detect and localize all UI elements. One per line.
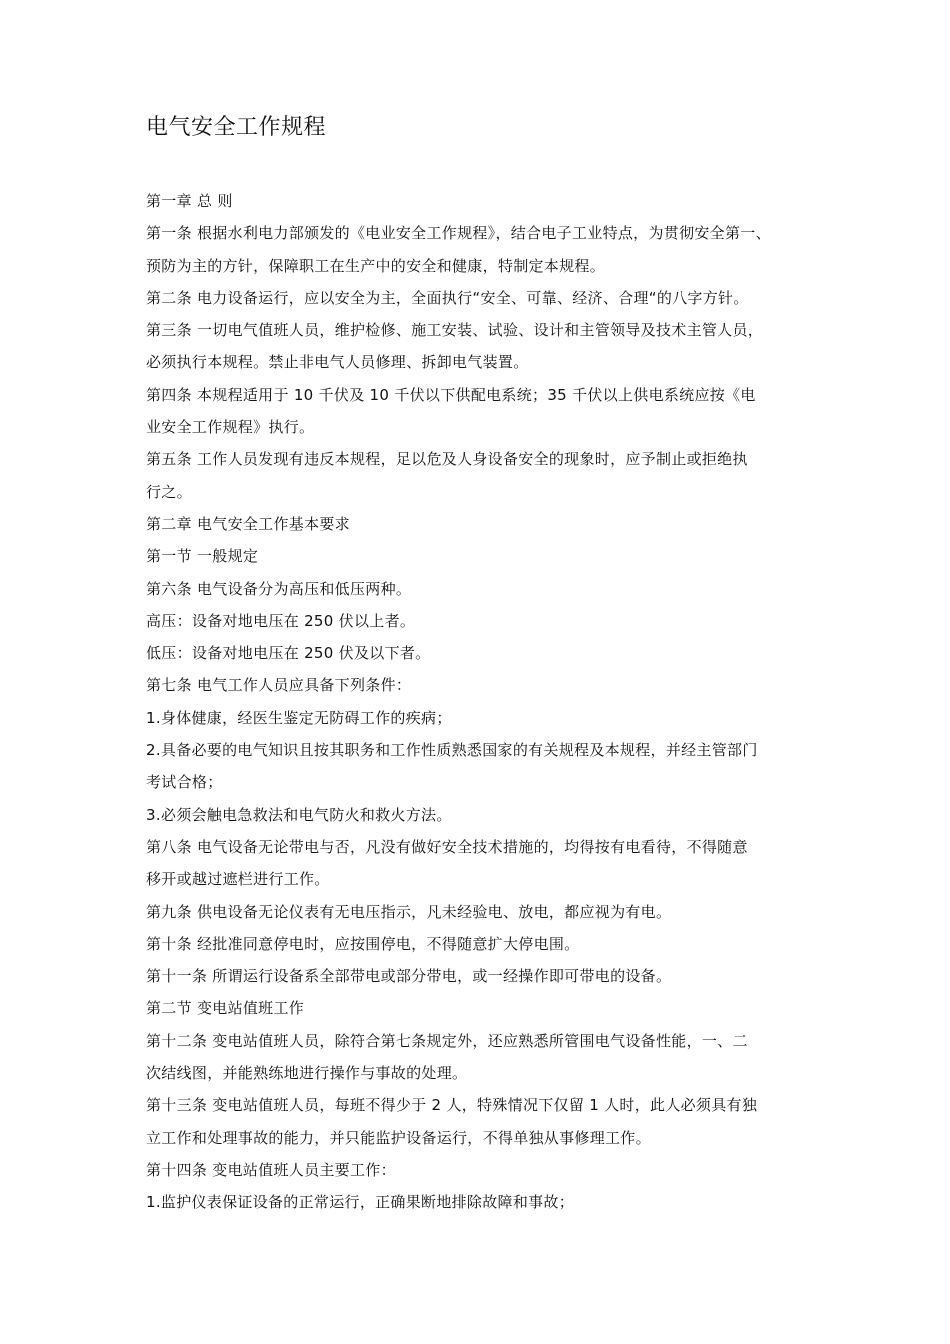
text-line: 第四条 本规程适用于 10 千伏及 10 千伏以下供配电系统；35 千伏以上供电系统应按《电: [146, 385, 756, 404]
text-line: 高压：设备对地电压在 250 伏以上者。: [146, 611, 416, 630]
text-line: 第九条 供电设备无论仪表有无电压指示，凡未经验电、放电，都应视为有电。: [146, 902, 672, 921]
text-line: 第八条 电气设备无论带电与否，凡没有做好安全技术措施的，均得按有电看待，不得随意: [146, 837, 748, 856]
text-line: 1.监护仪表保证设备的正常运行，正确果断地排除故障和事故；: [146, 1193, 575, 1212]
text-line: 次结线图，并能熟练地进行操作与事故的处理。: [146, 1064, 468, 1083]
text-line: 第二节 变电站值班工作: [146, 999, 305, 1018]
text-line: 第十二条 变电站值班人员，除符合第七条规定外，还应熟悉所管围电气设备性能，一、二: [146, 1031, 748, 1050]
document-title: 电气安全工作规程: [146, 115, 327, 140]
text-line: 必须执行本规程。禁止非电气人员修理、拆卸电气装置。: [146, 353, 529, 372]
document-body: [146, 185, 814, 1219]
text-line: 第七条 电气工作人员应具备下列条件：: [146, 676, 412, 695]
text-line: 第六条 电气设备分为高压和低压两种。: [146, 579, 412, 598]
text-line: 第十一条 所谓运行设备系全部带电或部分带电，或一经操作即可带电的设备。: [146, 967, 672, 986]
text-line: 第五条 工作人员发现有违反本规程，足以危及人身设备安全的现象时，应予制止或拒绝执: [146, 450, 748, 469]
text-line: 第十四条 变电站值班人员主要工作：: [146, 1160, 396, 1179]
text-line: 第十条 经批准同意停电时，应按围停电，不得随意扩大停电围。: [146, 934, 580, 953]
text-line: 1.身体健康，经医生鉴定无防碍工作的疾病；: [146, 708, 452, 727]
text-line: 考试合格；: [146, 773, 223, 792]
text-line: 3.必须会触电急救法和电气防火和救火方法。: [146, 805, 452, 824]
text-line: 第二章 电气安全工作基本要求: [146, 514, 350, 533]
text-line: 立工作和处理事故的能力，并只能监护设备运行，不得单独从事修理工作。: [146, 1128, 651, 1147]
text-line: 第三条 一切电气值班人员，维护检修、施工安装、试验、设计和主管领导及技术主管人员，: [146, 321, 764, 340]
text-line: 第一节 一般规定: [146, 547, 259, 566]
text-line: 低压：设备对地电压在 250 伏及以下者。: [146, 644, 431, 663]
text-line: 第二条 电力设备运行，应以安全为主，全面执行“安全、可靠、经济、合理“的八字方针。: [146, 288, 749, 307]
text-line: 第十三条 变电站值班人员，每班不得少于 2 人，特殊情况下仅留 1 人时，此人必须具有独: [146, 1096, 758, 1115]
text-line: 业安全工作规程》执行。: [146, 418, 315, 437]
text-line: 移开或越过遮栏进行工作。: [146, 870, 330, 889]
text-line: 第一条 根据水利电力部颁发的《电业安全工作规程》，结合电子工业特点，为贯彻安全第一、: [146, 224, 771, 243]
text-line: 行之。: [146, 482, 192, 501]
text-line: 预防为主的方针，保障职工在生产中的安全和健康，特制定本规程。: [146, 256, 606, 275]
text-line: 2.具备必要的电气知识且按其职务和工作性质熟悉国家的有关规程及本规程，并经主管部门: [146, 741, 758, 760]
text-line: 第一章 总 则: [146, 192, 233, 210]
